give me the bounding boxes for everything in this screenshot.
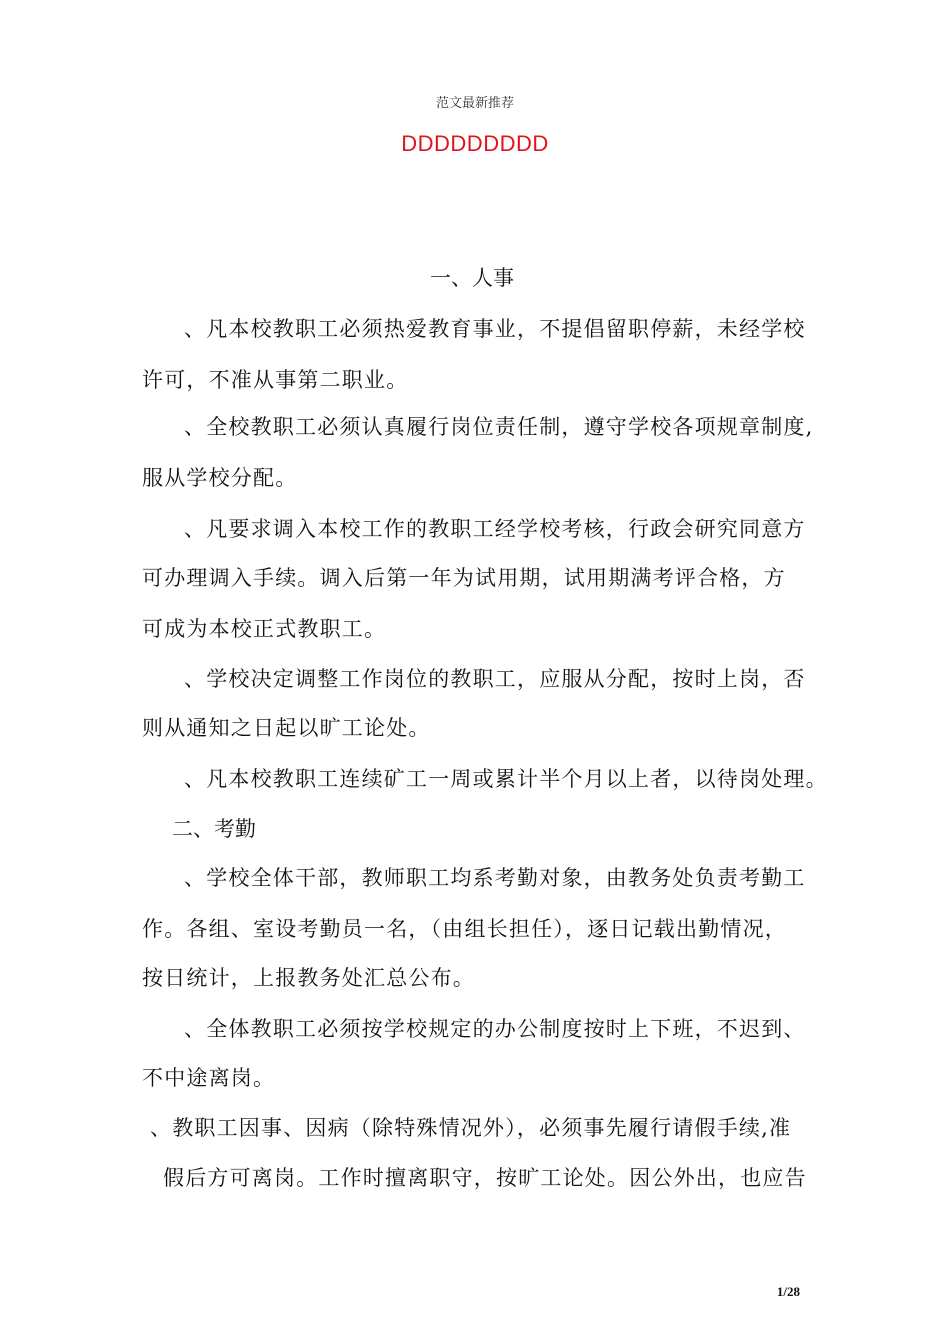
paragraph-line: 按日统计，上报教务处汇总公布。 bbox=[142, 966, 475, 990]
paragraph-line: 、教职工因事、因病（除特殊情况外），必须事先履行请假手续,准 bbox=[150, 1116, 792, 1140]
section-heading-personnel: 一、人事 bbox=[430, 266, 514, 290]
paragraph-line: 则从通知之日起以旷工论处。 bbox=[142, 716, 431, 740]
paragraph-line: 、学校全体干部，教师职工均系考勤对象，由教务处负责考勤工 bbox=[184, 866, 806, 890]
paragraph-line: 服从学校分配。 bbox=[142, 466, 298, 490]
page-number: 1/28 bbox=[776, 1284, 800, 1299]
paragraph-line: 、凡本校教职工连续矿工一周或累计半个月以上者，以待岗处理。 bbox=[184, 767, 828, 791]
paragraph-line: 、学校决定调整工作岗位的教职工，应服从分配，按时上岗，否 bbox=[184, 667, 806, 691]
paragraph-line: 不中途离岗。 bbox=[142, 1066, 276, 1090]
paragraph-line: 假后方可离岗。工作时擅离职守，按旷工论处。因公外出，也应告 bbox=[163, 1166, 807, 1190]
document-title: DDDDDDDDD bbox=[401, 131, 549, 156]
paragraph-line: 许可，不准从事第二职业。 bbox=[142, 368, 409, 392]
paragraph-line: 、凡本校教职工必须热爱教育事业，不提倡留职停薪，未经学校 bbox=[184, 317, 806, 341]
section-heading-attendance: 二、考勤 bbox=[172, 817, 256, 841]
paragraph-line: 、凡要求调入本校工作的教职工经学校考核，行政会研究同意方 bbox=[184, 517, 806, 541]
paragraph-line: 可办理调入手续。调入后第一年为试用期，试用期满考评合格，方 bbox=[142, 566, 786, 590]
paragraph-line: 作。各组、室设考勤员一名，（由组长担任），逐日记载出勤情况， bbox=[142, 917, 787, 941]
paragraph-line: 、全体教职工必须按学校规定的办公制度按时上下班，不迟到、 bbox=[184, 1017, 806, 1041]
paragraph-line: 可成为本校正式教职工。 bbox=[142, 617, 387, 641]
page-header: 范文最新推荐 bbox=[435, 96, 514, 111]
paragraph-line: 、全校教职工必须认真履行岗位责任制，遵守学校各项规章制度, bbox=[184, 415, 814, 439]
